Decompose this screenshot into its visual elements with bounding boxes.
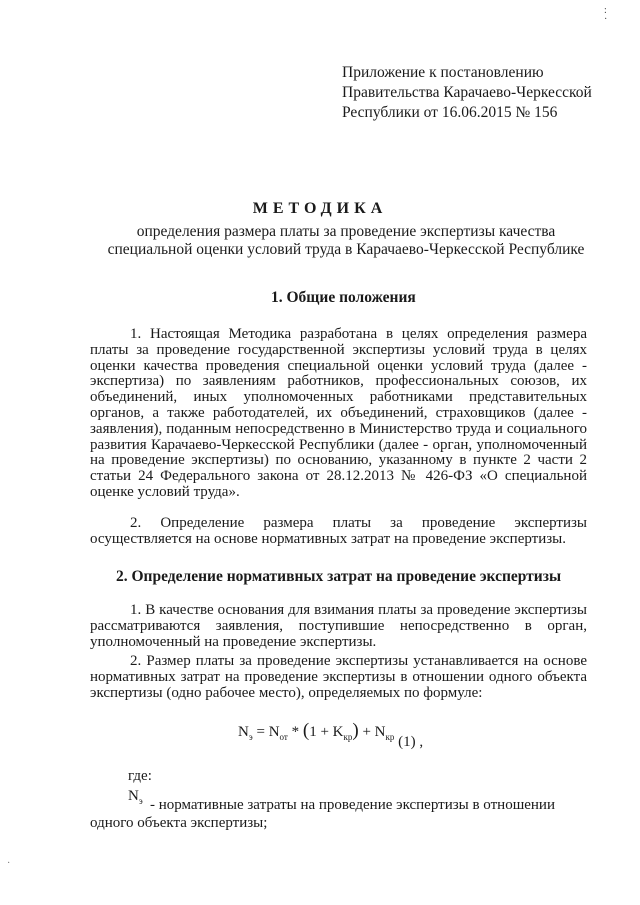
formula-n: N (238, 724, 249, 740)
document-subtitle (96, 223, 596, 259)
section-1-paragraph-1: 1. Настоящая Методика разработана в целях определения размера платы за проведение государственной экспертизы условий труда в целях оценки качества проведения специальной оценки условий труда (далее - экспертиза) по заявлениям работников, профессиональных союзов, их объединений, иных уполномоченных работниками представительных органов, а также работодателей, их объединений, страховщиков (далее - заявления), поданным непосредственно в Министерство труда и социального развития Карачаево-Черкесской Республики (далее - орган, уполномоченный на проведение экспертизы) по основанию, указанному в пункте 2 части 2 статьи 24 Федерального закона от 28.12.2013 № 426-ФЗ «О специальной оценке условий труда». (90, 326, 587, 500)
definition-text-line-1: - нормативные затраты на проведение экспертизы в отношении (150, 797, 555, 813)
formula-sub-ot: от (279, 732, 288, 742)
definition-text-line-2: одного объекта экспертизы; (90, 815, 268, 831)
formula-eq: = (252, 724, 269, 740)
formula-one-plus-k: 1 + K (309, 724, 344, 740)
definition-symbol (128, 788, 143, 806)
section-2-heading: 2. Определение нормативных затрат на проведение экспертизы (116, 568, 562, 585)
formula-sub-kr: кр (343, 732, 353, 742)
section-1-paragraph-2: 2. Определение размера платы за проведение экспертизы осуществляется на основе нормативных затрат на проведение экспертизы. (90, 515, 587, 547)
where-label: где: (128, 768, 152, 784)
formula-lparen: ( (302, 720, 310, 741)
appendix-header (342, 63, 592, 123)
formula-sub-kr-2: кр (385, 732, 395, 742)
formula-rparen: ) (352, 720, 359, 741)
header-line-1: Приложение к постановлению (342, 64, 544, 81)
formula-mult: * (287, 724, 303, 740)
corner-marks: : · (604, 5, 608, 25)
section-1-heading: 1. Общие положения (271, 289, 416, 306)
formula-sub-e: э (248, 732, 253, 742)
subtitle-line-2: специальной оценки условий труда в Карачаево-Черкесской Республике (107, 241, 585, 258)
header-line-3: Республики от 16.06.2015 № 156 (342, 104, 558, 121)
formula-plus-n: + N (358, 724, 386, 740)
document-title: МЕТОДИКА (252, 200, 388, 217)
margin-mark: · (7, 858, 11, 869)
header-line-2: Правительства Карачаево-Черкесской (342, 84, 592, 101)
formula-n2: N (268, 724, 280, 740)
formula (238, 720, 424, 750)
section-2-paragraph-1: 1. В качестве основания для взимания платы за проведение экспертизы рассматриваются заявления, поступившие непосредственно в орган, уполномоченный на проведение экспертизы. (90, 602, 587, 650)
definition-symbol-n: N (128, 788, 139, 804)
formula-number: (1) , (398, 734, 424, 750)
subtitle-line-1: определения размера платы за проведение экспертизы качества (136, 223, 556, 240)
section-2-paragraph-2: 2. Размер платы за проведение экспертизы устанавливается на основе нормативных затрат на проведение экспертизы в отношении одного объекта экспертизы (одно рабочее место), определяемых по формуле: (90, 653, 587, 701)
definition-symbol-sub: э (138, 796, 143, 806)
